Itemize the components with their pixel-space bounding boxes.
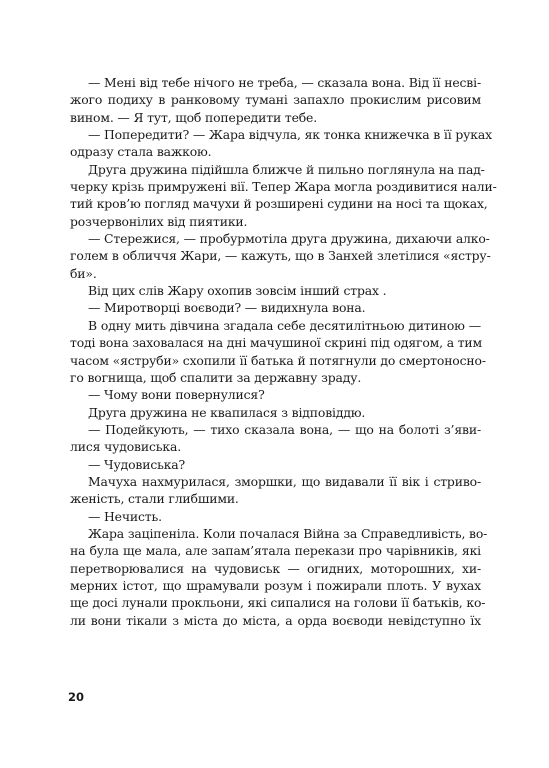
text-line: на була ще мала, але запам’ятала перекази про чарівників, які [70, 543, 481, 559]
text-line: женість, стали глибшими. [70, 491, 239, 507]
text-line: часом «яструби» схопили її батька й потягнули до смертоносно- [70, 352, 486, 368]
text-line: — Миротворці воєводи? — видихнула вона. [88, 300, 366, 316]
text-line: жого подиху в ранковому тумані запахло прокислим рисовим [70, 92, 481, 108]
text-line: розчервонілих від пиятики. [70, 213, 248, 229]
page-number: 20 [68, 690, 85, 704]
text-line: лися чудовиська. [70, 439, 181, 455]
text-line: ли вони тікали з міста до міста, а орда воєводи невідступно їх [70, 612, 481, 628]
text-line: ще досі лунали прокльони, які сипалися на голови її батьків, ко- [70, 595, 486, 611]
text-line: — Подейкують, — тихо сказала вона, — що на болоті з’яви- [88, 421, 481, 437]
text-line: тоді вона заховалася на дні мачушиної скрині під одягом, а тим [70, 335, 483, 351]
text-line: — Попередити? — Жара відчула, як тонка книжечка в її руках [88, 127, 492, 143]
text-line: — Нечисть. [88, 508, 162, 524]
text-line: голем в обличчя Жари, — кажуть, що в Занхей злетілися «ястру- [70, 248, 491, 264]
text-line: Друга дружина підійшла ближче й пильно поглянула на пад- [88, 161, 485, 177]
text-line: В одну мить дівчина згадала себе десятилітньою дитиною — [88, 317, 481, 333]
text-line: мерних істот, що шрамували розум і пожирали плоть. У вухах [70, 577, 481, 593]
text-line: — Стережися, — пробурмотіла друга дружина, дихаючи алко- [88, 231, 490, 247]
text-line: одразу стала важкою. [70, 144, 212, 160]
text-line: Жара заціпеніла. Коли почалася Війна за Справедливість, во- [88, 525, 488, 541]
text-line: би». [70, 265, 97, 281]
text-line: тий кров’ю погляд мачухи й розширені судини на носі та щоках, [70, 196, 488, 212]
text-line: Від цих слів Жару охопив зовсім інший страх . [88, 283, 387, 299]
text-line: го вогнища, щоб спалити за державну зраду. [70, 369, 362, 385]
text-line: — Чому вони повернулися? [88, 387, 265, 403]
text-line: — Мені від тебе нічого не треба, — сказала вона. Від її несві- [88, 75, 481, 90]
text-line: Мачуха нахмурилася, зморшки, що видавали її вік і стриво- [88, 473, 481, 489]
body-text [70, 74, 497, 629]
text-line: Друга дружина не квапилася з відповіддю. [88, 404, 366, 420]
text-line: вином. — Я тут, щоб попередити тебе. [70, 109, 318, 125]
text-line: черку крізь примружені вії. Тепер Жара могла роздивитися нали- [70, 179, 497, 195]
text-line: перетворювалися на чудовиськ — огидних, моторошних, хи- [70, 560, 481, 576]
text-line: — Чудовиська? [88, 456, 186, 472]
